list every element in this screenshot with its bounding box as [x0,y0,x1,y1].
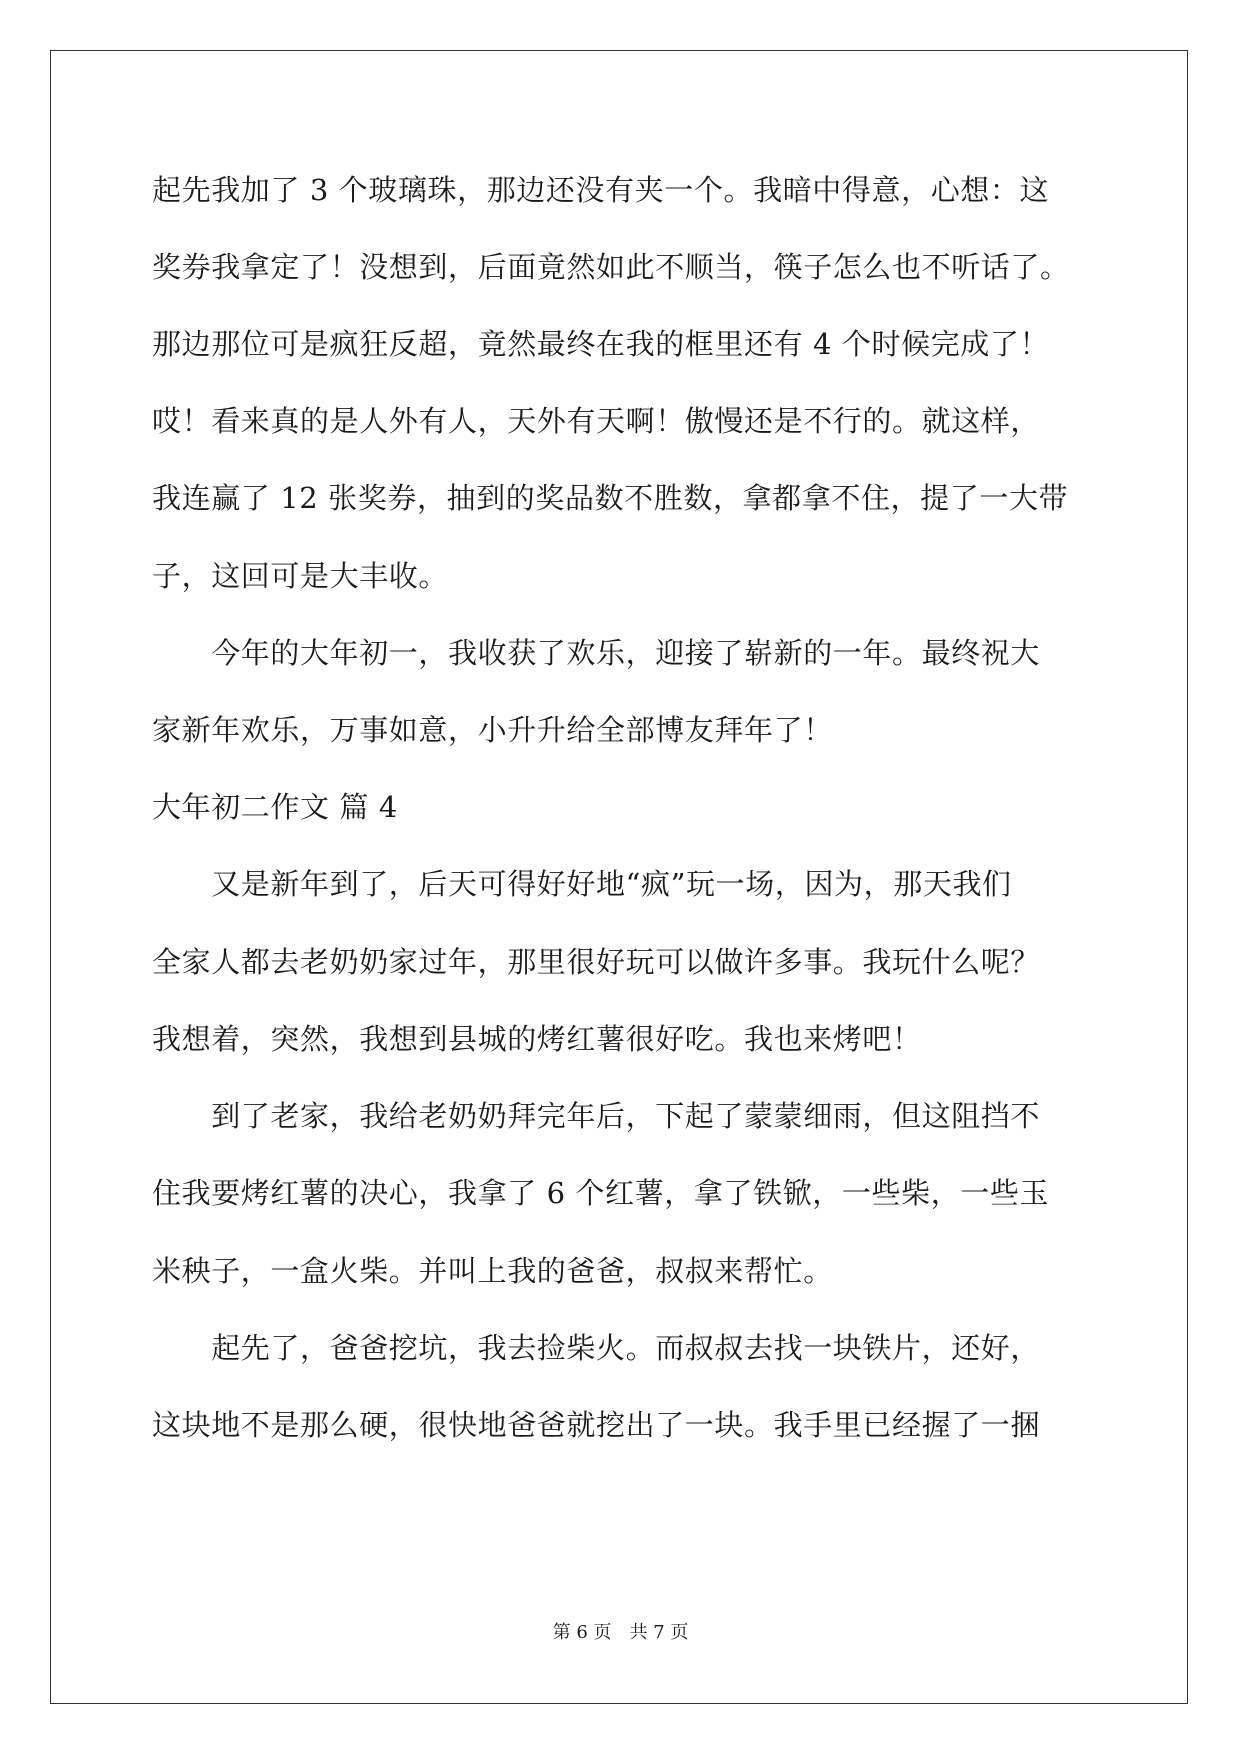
section-heading: 大年初二作文 篇 4 [152,790,398,824]
body-line: 到了老家，我给老奶奶拜完年后，下起了蒙蒙细雨，但这阻挡不 [152,1099,1041,1133]
body-line: 米秧子，一盒火柴。并叫上我的爸爸，叔叔来帮忙。 [152,1254,833,1288]
body-line: 家新年欢乐，万事如意，小升升给全部博友拜年了！ [152,713,833,747]
body-line: 又是新年到了，后天可得好好地“疯”玩一场，因为，那天我们 [152,867,1012,901]
body-line: 我想着，突然，我想到县城的烤红薯很好吃。我也来烤吧！ [152,1022,922,1056]
body-line: 起先我加了 3 个玻璃珠，那边还没有夹一个。我暗中得意，心想：这 [152,173,1050,207]
body-line: 子，这回可是大丰收。 [152,559,449,593]
body-line: 哎！看来真的是人外有人，天外有天啊！傲慢还是不行的。就这样， [152,404,1041,438]
body-line: 那边那位可是疯狂反超，竟然最终在我的框里还有 4 个时候完成了！ [152,327,1050,361]
body-line: 住我要烤红薯的决心，我拿了 6 个红薯，拿了铁锨，一些柴，一些玉 [152,1176,1050,1210]
body-line: 全家人都去老奶奶家过年，那里很好玩可以做许多事。我玩什么呢？ [152,945,1041,979]
body-line: 奖券我拿定了！没想到，后面竟然如此不顺当，筷子怎么也不听话了。 [152,250,1070,284]
page-number-footer: 第 6 页 共 7 页 [552,1622,689,1643]
body-line: 这块地不是那么硬，很快地爸爸就挖出了一块。我手里已经握了一捆 [152,1408,1041,1442]
body-line: 今年的大年初一，我收获了欢乐，迎接了崭新的一年。最终祝大 [152,636,1041,670]
body-line: 起先了，爸爸挖坑，我去捡柴火。而叔叔去找一块铁片，还好， [152,1331,1041,1365]
body-line: 我连赢了 12 张奖券，抽到的奖品数不胜数，拿都拿不住，提了一大带 [152,481,1069,515]
